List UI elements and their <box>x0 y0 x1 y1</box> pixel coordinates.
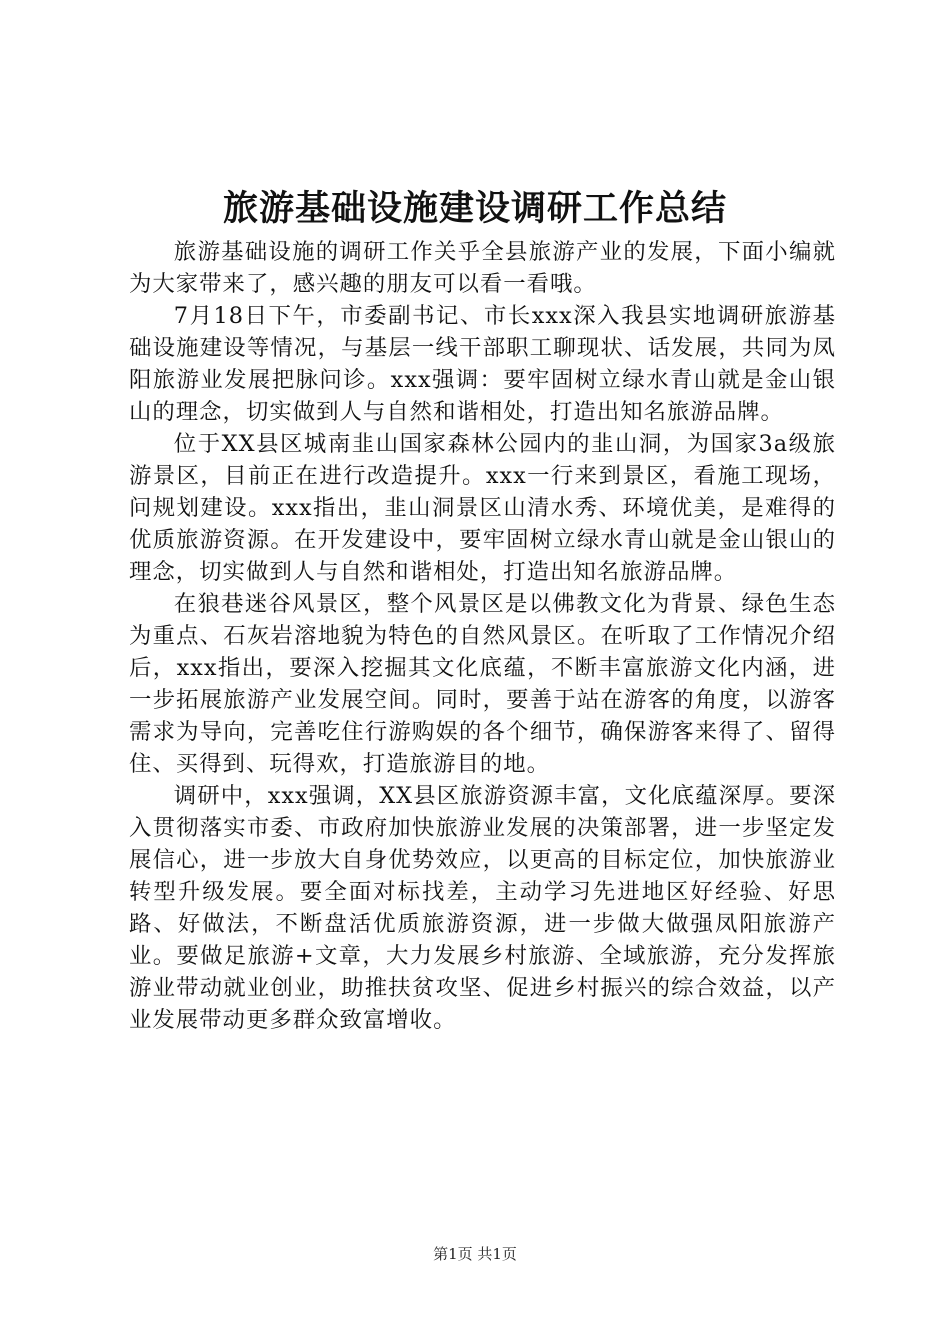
paragraph-visit: 7月18日下午，市委副书记、市长xxx深入我县实地调研旅游基础设施建设等情况，与基层一线干部职工聊现状、话发展，共同为凤阳旅游业发展把脉问诊。xxx强调：要牢固树立绿水青山就是金山银山的理念，切实做到人与自然和谐相处，打造出知名旅游品牌。 <box>129 303 836 425</box>
paragraph-langxiang-valley: 在狼巷迷谷风景区，整个风景区是以佛教文化为背景、绿色生态为重点、石灰岩溶地貌为特色的自然风景区。在听取了工作情况介绍后，xxx指出，要深入挖掘其文化底蕴，不断丰富旅游文化内涵，进一步拓展旅游产业发展空间。同时，要善于站在游客的角度，以游客需求为导向，完善吃住行游购娱的各个细节，确保游客来得了、留得住、买得到、玩得欢，打造旅游目的地。 <box>129 591 836 777</box>
paragraph-conclusion: 调研中，xxx强调，XX县区旅游资源丰富，文化底蕴深厚。要深入贯彻落实市委、市政府加快旅游业发展的决策部署，进一步坚定发展信心，进一步放大自身优势效应，以更高的目标定位，加快旅游业转型升级发展。要全面对标找差，主动学习先进地区好经验、好思路、好做法，不断盘活优质旅游资源，进一步做大做强凤阳旅游产业。要做足旅游+文章，大力发展乡村旅游、全域旅游，充分发挥旅游业带动就业创业，助推扶贫攻坚、促进乡村振兴的综合效益，以产业发展带动更多群众致富增收。 <box>129 783 836 1033</box>
paragraph-jiushan-cave: 位于XX县区城南韭山国家森林公园内的韭山洞，为国家3a级旅游景区，目前正在进行改造提升。xxx一行来到景区，看施工现场，问规划建设。xxx指出，韭山洞景区山清水秀、环境优美，是难得的优质旅游资源。在开发建设中，要牢固树立绿水青山就是金山银山的理念，切实做到人与自然和谐相处，打造出知名旅游品牌。 <box>129 431 836 585</box>
paragraph-intro: 旅游基础设施的调研工作关乎全县旅游产业的发展，下面小编就为大家带来了，感兴趣的朋友可以看一看哦。 <box>129 239 836 297</box>
document-body <box>129 236 836 1036</box>
page-footer: 第1页 共1页 <box>433 1245 517 1263</box>
document-title: 旅游基础设施建设调研工作总结 <box>222 188 727 229</box>
